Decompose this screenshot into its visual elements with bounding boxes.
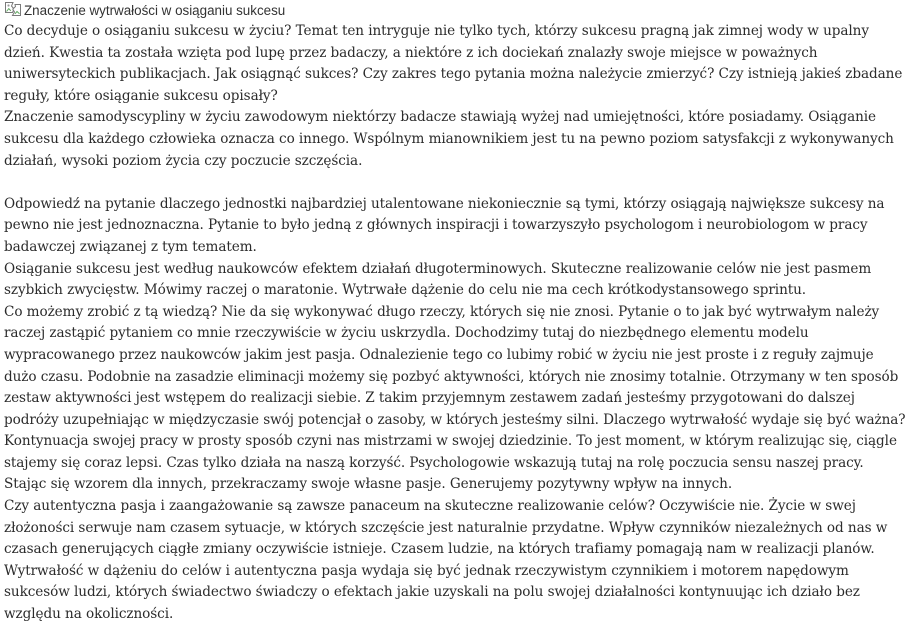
- paragraph-7: Czy autentyczna pasja i zaangażowanie są zawsze panaceum na skuteczne realizowanie celów? Oczywiście nie. Życie w swej złożoności serwuje nam czasem sytuacje, w których szczęście jest naturalnie przydatne. Wpływ czynników niezależnych od nas w czasach generujących ciągłe zmiany oczywiście istnieje. Czasem ludzie, na których trafiamy pomagają nam w realizacji planów. Wytrwałość w dążeniu do celów i autentyczna pasja wydaja się być jednak rzeczywistym czynnikiem i motorem napędowym sukcesów ludzi, których świadectwo świadczy o efektach jakie uzyskali na polu swojej działalności kontynuując ich działo bez względu na okoliczności.: [4, 498, 888, 623]
- paragraph-4: Osiąganie sukcesu jest według naukowców efektem działań długoterminowych. Skuteczne realizowanie celów nie jest pasmem szybkich zwycięstw. Mówimy raczej o maratonie. Wytrwałe dążenie do celu nie ma cech krótkodystansowego sprintu.: [4, 260, 872, 299]
- paragraph-6: Kontynuacja swojej pracy w prosty sposób czyni nas mistrzami w swojej dziedzinie. To jest moment, w którym realizując się, ciągle stajemy się coraz lepsi. Czas tylko działa na naszą korzyść. Psychologowie wskazują tutaj na rolę poczucia sensu naszej pracy. Stając się wzorem dla innych, przekraczamy swoje własne pasje. Generujemy pozytywny wpływ na innych.: [4, 433, 897, 493]
- article: [4, 0, 909, 626]
- paragraph-1: Co decyduje o osiąganiu sukcesu w życiu? Temat ten intryguje nie tylko tych, którzy sukcesu pragną jak zimnej wody w upalny dzień. Kwestia ta została wzięta pod lupę przez badaczy, a niektóre z ich dociekań znalazły swoje miejsce w poważnych uniwersyteckich publikacjach. Jak osiągnąć sukces? Czy zakres tego pytania można należycie zmierzyć? Czy istnieją jakieś zbadane reguły, które osiąganie sukcesu opisały?: [4, 23, 903, 104]
- article-header: [4, 0, 909, 21]
- paragraph-3: Odpowiedź na pytanie dlaczego jednostki najbardziej utalentowane niekoniecznie są tymi, którzy osiągają największe sukcesy na pewno nie jest jednoznaczna. Pytanie to było jedną z głównych inspiracji i towarzyszyło psychologom i neurobiologom w pracy badawczej związanej z tym tematem.: [4, 195, 885, 255]
- paragraph-5: Co możemy zrobić z tą wiedzą? Nie da się wykonywać długo rzeczy, których się nie znosi. Pytanie o to jak być wytrwałym należy raczej zastąpić pytaniem co mnie rzeczywiście w życiu uskrzydla. Dochodzimy tutaj do niezbędnego elementu modelu wypracowanego przez naukowców jakim jest pasja. Odnalezienie tego co lubimy robić w życiu nie jest proste i z reguły zajmuje dużo czasu. Podobnie na zasadzie eliminacji możemy się pozbyć aktywności, których nie znosimy totalnie. Otrzymany w ten sposób zestaw aktywności jest wstępem do realizacji siebie. Z takim przyjemnym zestawem zadań jesteśmy przygotowani do dalszej podróży uzupełniając w międzyczasie swój potencjał o zasoby, w których jesteśmy silni. Dlaczego wytrwałość wydaje się być ważna?: [4, 303, 906, 428]
- broken-image-icon: [4, 1, 22, 18]
- article-title: Znaczenie wytrwałości w osiąganiu sukcesu: [24, 3, 286, 18]
- paragraph-2: Znaczenie samodyscypliny w życiu zawodowym niektórzy badacze stawiają wyżej nad umiejętności, które posiadamy. Osiąganie sukcesu dla każdego człowieka oznacza co innego. Wspólnym mianownikiem jest tu na pewno poziom satysfakcji z wykonywanych działań, wysoki poziom życia czy poczucie szczęścia.: [4, 109, 894, 169]
